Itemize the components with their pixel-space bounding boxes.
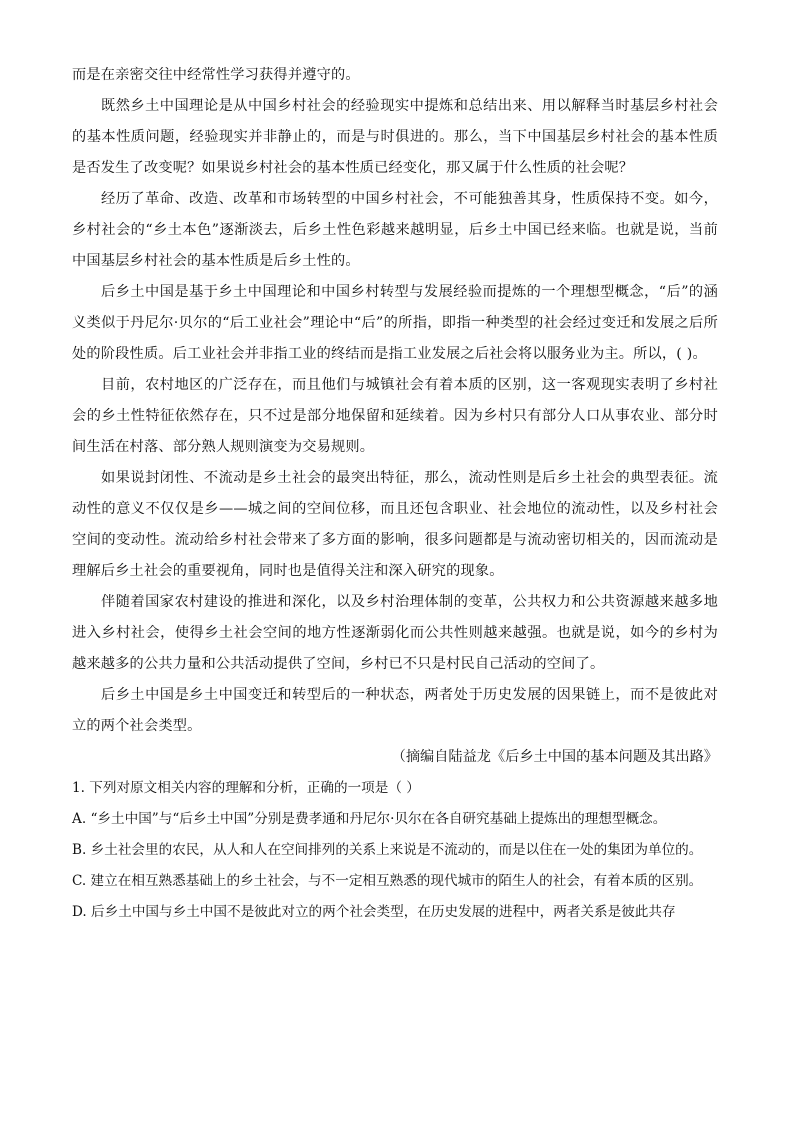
option-a: A. “乡土中国”与“后乡土中国”分别是费孝通和丹尼尔·贝尔在各自研究基础上提炼出的理想型概念。 xyxy=(72,811,667,827)
document-page xyxy=(72,60,718,928)
option-d: D. 后乡土中国与乡土中国不是彼此对立的两个社会类型，在历史发展的进程中，两者关系是彼此共存 xyxy=(72,904,676,920)
option-c: C. 建立在相互熟悉基础上的乡土社会，与不一定相互熟悉的现代城市的陌生人的社会，有着本质的区别。 xyxy=(72,873,703,889)
question-stem: 1. 下列对原文相关内容的理解和分析，正确的一项是（ ） xyxy=(72,780,420,796)
paragraph: 后乡土中国是乡土中国变迁和转型后的一种状态，两者处于历史发展的因果链上，而不是彼此对立的两个社会类型。 xyxy=(72,687,718,734)
source-citation: （摘编自陆益龙《后乡土中国的基本问题及其出路》 xyxy=(391,749,718,765)
paragraph: 既然乡土中国理论是从中国乡村社会的经验现实中提炼和总结出来、用以解释当时基层乡村社会的基本性质问题，经验现实并非静止的，而是与时俱进的。那么，当下中国基层乡村社会的基本性质是否发生了改变呢？如果说乡村社会的基本性质已经变化，那又属于什么性质的社会呢？ xyxy=(72,98,718,176)
paragraph: 后乡土中国是基于乡土中国理论和中国乡村转型与发展经验而提炼的一个理想型概念，“后”的涵义类似于丹尼尔·贝尔的“后工业社会”理论中“后”的所指，即指一种类型的社会经过变迁和发展之后所处的阶段性质。后工业社会并非指工业的终结而是指工业发展之后社会将以服务业为主。所以，( )。 xyxy=(72,284,718,362)
paragraph-continuation: 而是在亲密交往中经常性学习获得并遵守的。 xyxy=(72,67,360,83)
paragraph: 目前，农村地区的广泛存在，而且他们与城镇社会有着本质的区别，这一客观现实表明了乡村社会的乡土性特征依然存在，只不过是部分地保留和延续着。因为乡村只有部分人口从事农业、部分时间生活在村落、部分熟人规则演变为交易规则。 xyxy=(72,377,718,455)
paragraph: 如果说封闭性、不流动是乡土社会的最突出特征，那么，流动性则是后乡土社会的典型表征。流动性的意义不仅仅是乡——城之间的空间位移，而且还包含职业、社会地位的流动性，以及乡村社会空间的变动性。流动给乡村社会带来了多方面的影响，很多问题都是与流动密切相关的，因而流动是理解后乡土社会的重要视角，同时也是值得关注和深入研究的现象。 xyxy=(72,470,718,579)
option-b: B. 乡土社会里的农民，从人和人在空间排列的关系上来说是不流动的，而是以住在一处的集团为单位的。 xyxy=(72,842,703,858)
paragraph: 伴随着国家农村建设的推进和深化，以及乡村治理体制的变革，公共权力和公共资源越来越多地进入乡村社会，使得乡土社会空间的地方性逐渐弱化而公共性则越来越强。也就是说，如今的乡村为越来越多的公共力量和公共活动提供了空间，乡村已不只是村民自己活动的空间了。 xyxy=(72,594,718,672)
paragraph: 经历了革命、改造、改革和市场转型的中国乡村社会，不可能独善其身，性质保持不变。如今，乡村社会的“乡土本色”逐渐淡去，后乡土性色彩越来越明显，后乡土中国已经来临。也就是说，当前中国基层乡村社会的基本性质是后乡土性的。 xyxy=(72,191,718,269)
